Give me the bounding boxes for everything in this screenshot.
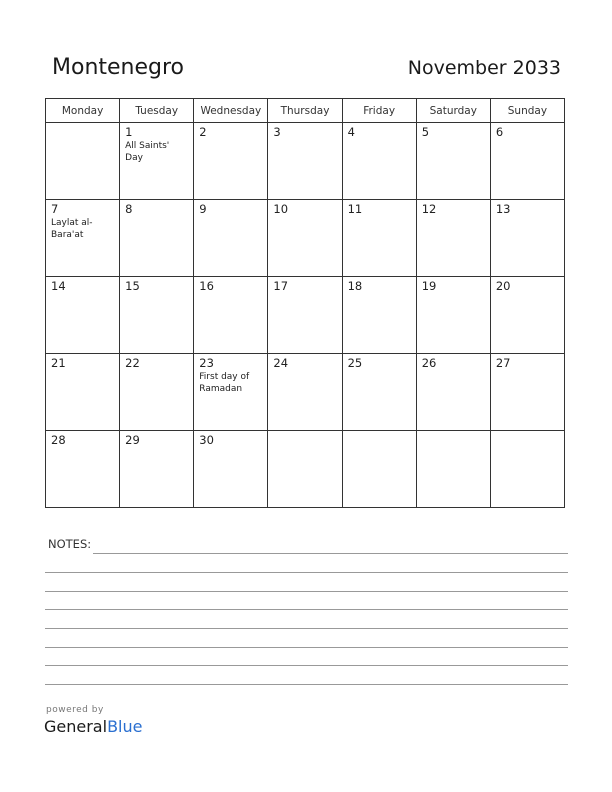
- day-cell: [416, 200, 490, 277]
- day-cell: [194, 431, 268, 508]
- day-number: 15: [125, 279, 140, 293]
- logo-blue-text: Blue: [107, 717, 143, 736]
- week-row: [46, 431, 565, 508]
- day-cell: [490, 123, 564, 200]
- day-number: 4: [347, 125, 355, 139]
- day-cell: [46, 200, 120, 277]
- day-cell: [120, 431, 194, 508]
- note-line: [45, 591, 568, 592]
- calendar-grid: [45, 98, 565, 508]
- day-number: 23: [199, 356, 214, 370]
- weekday-header-row: [46, 99, 565, 123]
- notes-label: NOTES:: [48, 537, 92, 551]
- calendar-country-title: Montenegro: [52, 55, 185, 80]
- day-cell: [194, 123, 268, 200]
- day-cell: [268, 277, 342, 354]
- day-cell: [46, 123, 120, 200]
- day-number: 12: [421, 202, 437, 216]
- day-cell: [490, 431, 564, 508]
- day-cell: [46, 431, 120, 508]
- day-cell: [120, 123, 194, 200]
- note-line: [45, 647, 568, 648]
- day-cell: [490, 200, 564, 277]
- calendar-month-title: November 2033: [407, 57, 561, 79]
- day-cell: [46, 277, 120, 354]
- note-line: [93, 553, 568, 554]
- day-cell: [46, 354, 120, 431]
- weekday-sunday: Sunday: [490, 99, 564, 123]
- day-number: 19: [421, 279, 437, 293]
- day-number: 10: [273, 202, 289, 216]
- day-number: 29: [125, 433, 140, 447]
- day-number: 17: [273, 279, 289, 293]
- day-cell: [194, 277, 268, 354]
- day-number: 21: [51, 356, 66, 370]
- day-cell: [268, 200, 342, 277]
- day-cell: [194, 200, 268, 277]
- day-cell: [342, 123, 416, 200]
- day-cell: [342, 277, 416, 354]
- day-cell: [416, 431, 490, 508]
- day-cell: [268, 354, 342, 431]
- note-line: [45, 665, 568, 666]
- day-number: 2: [199, 125, 207, 139]
- day-number: 20: [495, 279, 511, 293]
- day-number: 3: [273, 125, 281, 139]
- day-number: 30: [199, 433, 214, 447]
- powered-by-text: powered by: [46, 705, 104, 715]
- day-cell: [194, 354, 268, 431]
- day-number: 11: [347, 202, 363, 216]
- weekday-wednesday: Wednesday: [194, 99, 268, 123]
- week-row: [46, 277, 565, 354]
- week-row: [46, 200, 565, 277]
- day-number: 25: [347, 356, 363, 370]
- note-line: [45, 609, 568, 610]
- day-number: 24: [273, 356, 289, 370]
- day-number: 6: [495, 125, 504, 139]
- week-row: [46, 123, 565, 200]
- day-cell: [490, 354, 564, 431]
- generalblue-logo[interactable]: [44, 717, 142, 736]
- weekday-friday: Friday: [342, 99, 416, 123]
- weekday-thursday: Thursday: [268, 99, 342, 123]
- day-number: 14: [51, 279, 66, 293]
- day-cell: [268, 431, 342, 508]
- day-cell: [416, 354, 490, 431]
- holiday-label: Laylat al-Bara'at: [51, 218, 93, 240]
- note-line: [45, 684, 568, 685]
- day-cell: [268, 123, 342, 200]
- day-number: 26: [421, 356, 437, 370]
- day-number: 9: [199, 202, 207, 216]
- day-number: 28: [51, 433, 66, 447]
- day-cell: [416, 123, 490, 200]
- note-line: [45, 572, 568, 573]
- holiday-label: All Saints' Day: [125, 141, 170, 163]
- day-number: 13: [495, 202, 511, 216]
- day-number: 1: [125, 125, 133, 139]
- day-cell: [416, 277, 490, 354]
- day-cell: [342, 354, 416, 431]
- day-number: 18: [347, 279, 363, 293]
- day-cell: [120, 200, 194, 277]
- day-cell: [120, 354, 194, 431]
- day-number: 8: [125, 202, 133, 216]
- day-cell: [490, 277, 564, 354]
- logo-general-text: General: [44, 717, 108, 736]
- weekday-saturday: Saturday: [416, 99, 490, 123]
- holiday-label: First day of Ramadan: [199, 372, 250, 394]
- weekday-monday: Monday: [46, 99, 120, 123]
- day-number: 5: [421, 125, 430, 139]
- day-number: 16: [199, 279, 214, 293]
- day-cell: [120, 277, 194, 354]
- day-number: 27: [495, 356, 511, 370]
- day-number: 22: [125, 356, 140, 370]
- weekday-tuesday: Tuesday: [120, 99, 194, 123]
- note-line: [45, 628, 568, 629]
- day-number: 7: [51, 202, 59, 216]
- day-cell: [342, 431, 416, 508]
- week-row: [46, 354, 565, 431]
- day-cell: [342, 200, 416, 277]
